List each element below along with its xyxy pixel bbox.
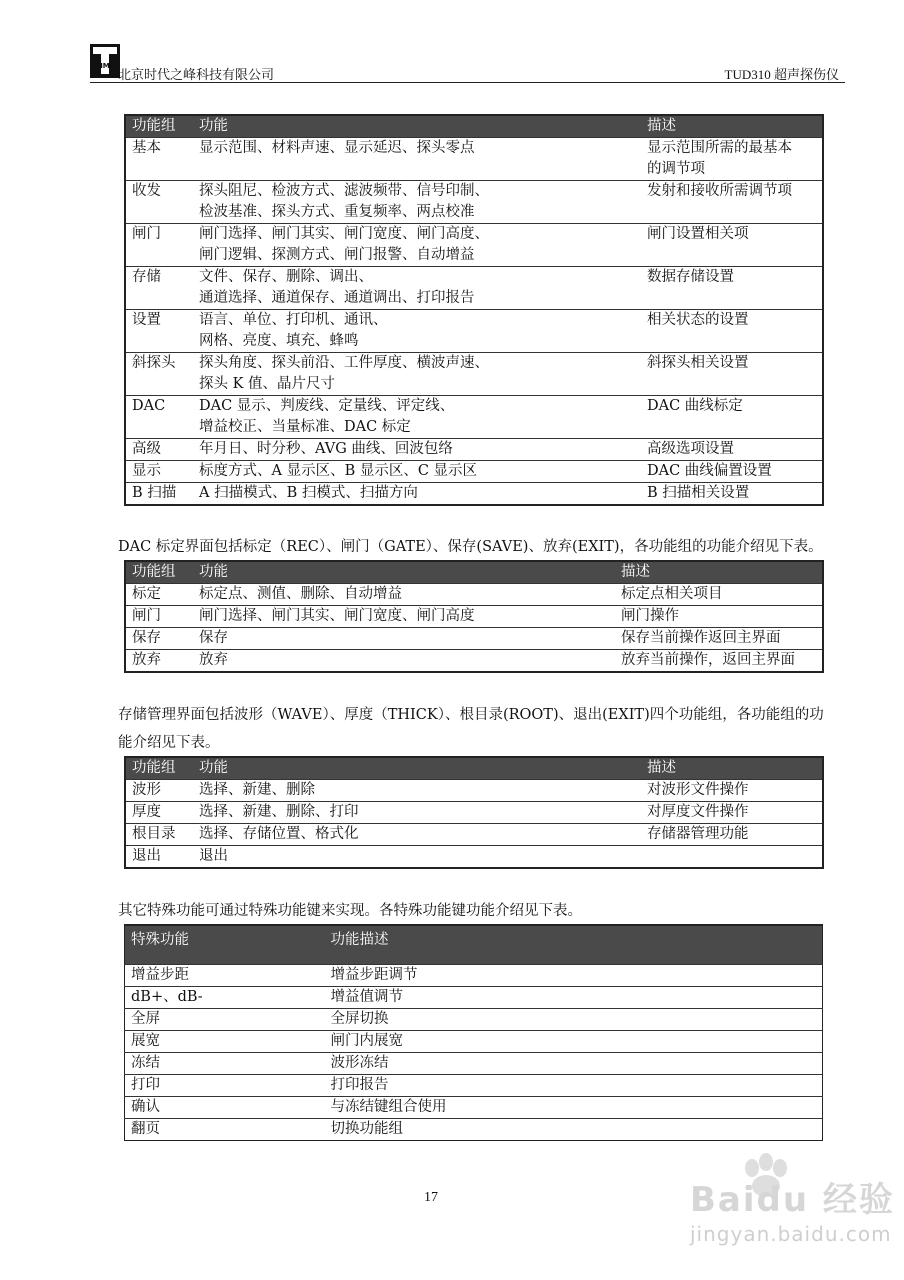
function-line: 标度方式、A 显示区、B 显示区、C 显示区	[199, 463, 478, 479]
table-row	[125, 461, 823, 483]
function-line: 检波基准、探头方式、重复频率、两点校准	[199, 204, 475, 220]
table-header-row	[125, 115, 823, 138]
function-line: DAC 显示、判废线、定量线、评定线、	[199, 398, 455, 414]
header-cell: 功能组	[125, 115, 193, 138]
function-line: 语言、单位、打印机、通讯、	[199, 312, 388, 328]
storage-function-table	[124, 756, 824, 869]
description-cell	[641, 396, 823, 439]
key-cell: 冻结	[125, 1053, 325, 1075]
description-cell: 标定点相关项目	[615, 584, 823, 606]
special-keys-intro-paragraph: 其它特殊功能可通过特殊功能键来实现。各特殊功能键功能介绍见下表。	[118, 903, 582, 919]
table-row	[125, 483, 823, 506]
description-cell: 切换功能组	[325, 1119, 823, 1141]
table-row	[125, 846, 823, 869]
description-line: 相关状态的设置	[647, 312, 749, 328]
function-cell	[193, 181, 641, 224]
description-cell: 全屏切换	[325, 1009, 823, 1031]
function-cell	[193, 439, 641, 461]
watermark-url: jingyan.baidu.com	[690, 1222, 892, 1246]
table-header-row	[125, 757, 823, 780]
description-cell: 闸门内展宽	[325, 1031, 823, 1053]
group-cell: 闸门	[125, 606, 193, 628]
key-cell: dB+、dB-	[125, 987, 325, 1009]
description-cell	[641, 138, 823, 181]
table-row	[125, 310, 823, 353]
table-row	[125, 138, 823, 181]
paragraph-line: 存储管理界面包括波形（WAVE）、厚度（THICK）、根目录(ROOT)、退出(EXIT)四个功能组，各功能组的功	[118, 707, 824, 723]
description-cell	[641, 224, 823, 267]
table-row	[125, 965, 823, 987]
group-cell: 波形	[125, 780, 193, 802]
function-line: 探头阻尼、检波方式、滤波频带、信号印制、	[199, 183, 489, 199]
table-row	[125, 824, 823, 846]
description-cell: 存储器管理功能	[641, 824, 823, 846]
table-row	[125, 224, 823, 267]
description-cell: 打印报告	[325, 1075, 823, 1097]
key-cell: 打印	[125, 1075, 325, 1097]
function-line: 增益校正、当量标准、DAC 标定	[199, 419, 411, 435]
table-row	[125, 1097, 823, 1119]
table-row	[125, 396, 823, 439]
table-header-row	[125, 561, 823, 584]
key-cell: 增益步距	[125, 965, 325, 987]
description-line: DAC 曲线偏置设置	[647, 463, 772, 479]
description-cell: 波形冻结	[325, 1053, 823, 1075]
header-cell: 描述	[641, 115, 823, 138]
function-cell: 保存	[193, 628, 615, 650]
key-cell: 确认	[125, 1097, 325, 1119]
group-cell: 退出	[125, 846, 193, 869]
function-line: 探头角度、探头前沿、工件厚度、横波声速、	[199, 355, 489, 371]
dac-function-table	[124, 560, 824, 673]
dac-intro-paragraph: DAC 标定界面包括标定（REC）、闸门（GATE）、保存(SAVE)、放弃(EXIT)，各功能组的功能介绍见下表。	[118, 539, 823, 555]
function-line: 通道选择、通道保存、通道调出、打印报告	[199, 290, 475, 306]
table-row	[125, 353, 823, 396]
description-cell: 增益值调节	[325, 987, 823, 1009]
description-line: B 扫描相关设置	[647, 485, 750, 501]
table-row	[125, 1119, 823, 1141]
description-line: 的调节项	[647, 161, 705, 177]
description-cell: 放弃当前操作，返回主界面	[615, 650, 823, 673]
function-line: 显示范围、材料声速、显示延迟、探头零点	[199, 140, 475, 156]
function-cell	[193, 396, 641, 439]
group-cell: 厚度	[125, 802, 193, 824]
description-cell: 对波形文件操作	[641, 780, 823, 802]
description-line: 显示范围所需的最基本	[647, 140, 792, 156]
table-row	[125, 650, 823, 673]
table-row	[125, 439, 823, 461]
function-cell	[193, 461, 641, 483]
table-row	[125, 987, 823, 1009]
table-row	[125, 802, 823, 824]
table-row	[125, 1009, 823, 1031]
product-name: TUD310 超声探伤仪	[724, 67, 839, 82]
group-cell: 标定	[125, 584, 193, 606]
function-cell	[193, 224, 641, 267]
function-cell	[193, 267, 641, 310]
table-row	[125, 1053, 823, 1075]
table-row	[125, 1031, 823, 1053]
function-cell: 选择、新建、删除	[193, 780, 641, 802]
function-cell: 放弃	[193, 650, 615, 673]
special-keys-table	[124, 924, 823, 1141]
table-row	[125, 780, 823, 802]
function-line: 闸门选择、闸门其实、闸门宽度、闸门高度、	[199, 226, 489, 242]
function-cell: 闸门选择、闸门其实、闸门宽度、闸门高度	[193, 606, 615, 628]
group-cell: 收发	[125, 181, 193, 224]
function-cell	[193, 138, 641, 181]
group-cell: 放弃	[125, 650, 193, 673]
table-row	[125, 1075, 823, 1097]
header-cell: 功能	[193, 115, 641, 138]
description-cell	[641, 846, 823, 869]
description-cell	[641, 461, 823, 483]
paragraph-line: 能介绍见下表。	[118, 735, 220, 751]
page-number: 17	[424, 1190, 438, 1205]
description-line: 数据存储设置	[647, 269, 734, 285]
header-cell: 描述	[615, 561, 823, 584]
group-cell: 保存	[125, 628, 193, 650]
function-line: 探头 K 值、晶片尺寸	[199, 376, 336, 392]
function-group-table	[124, 114, 824, 506]
group-cell: 显示	[125, 461, 193, 483]
group-cell: 设置	[125, 310, 193, 353]
header-cell: 功能组	[125, 757, 193, 780]
group-cell: 存储	[125, 267, 193, 310]
table-row	[125, 606, 823, 628]
function-line: A 扫描模式、B 扫模式、扫描方向	[199, 485, 418, 501]
function-cell: 选择、存储位置、格式化	[193, 824, 641, 846]
key-cell: 展宽	[125, 1031, 325, 1053]
function-line: 闸门逻辑、探测方式、闸门报警、自动增益	[199, 247, 475, 263]
description-cell	[641, 439, 823, 461]
description-cell: 对厚度文件操作	[641, 802, 823, 824]
group-cell: 根目录	[125, 824, 193, 846]
description-cell: 保存当前操作返回主界面	[615, 628, 823, 650]
function-cell	[193, 310, 641, 353]
header-rule	[90, 82, 845, 83]
description-line: DAC 曲线标定	[647, 398, 743, 414]
key-cell: 全屏	[125, 1009, 325, 1031]
table-row	[125, 584, 823, 606]
key-cell: 翻页	[125, 1119, 325, 1141]
table-row	[125, 267, 823, 310]
description-cell	[641, 353, 823, 396]
table-row	[125, 181, 823, 224]
description-line: 闸门设置相关项	[647, 226, 749, 242]
group-cell: 闸门	[125, 224, 193, 267]
function-line: 年月日、时分秒、AVG 曲线、回波包络	[199, 441, 453, 457]
table-row	[125, 628, 823, 650]
description-line: 高级选项设置	[647, 441, 734, 457]
header-cell: 功能描述	[325, 925, 823, 965]
function-cell: 选择、新建、删除、打印	[193, 802, 641, 824]
watermark-brand: Baidu 经验	[690, 1180, 895, 1220]
description-line: 发射和接收所需调节项	[647, 183, 792, 199]
company-logo	[90, 44, 120, 78]
logo-text: TIME	[95, 62, 115, 70]
function-cell: 标定点、测值、删除、自动增益	[193, 584, 615, 606]
group-cell: 高级	[125, 439, 193, 461]
group-cell: DAC	[125, 396, 193, 439]
description-cell	[641, 181, 823, 224]
description-cell	[641, 310, 823, 353]
description-line: 斜探头相关设置	[647, 355, 749, 371]
description-cell	[641, 267, 823, 310]
description-cell	[641, 483, 823, 506]
description-cell: 闸门操作	[615, 606, 823, 628]
table-header-row	[125, 925, 823, 965]
function-line: 文件、保存、删除、调出、	[199, 269, 373, 285]
description-cell: 增益步距调节	[325, 965, 823, 987]
header-cell: 描述	[641, 757, 823, 780]
header-cell: 功能组	[125, 561, 193, 584]
group-cell: B 扫描	[125, 483, 193, 506]
function-cell	[193, 353, 641, 396]
page-header	[90, 40, 845, 84]
group-cell: 基本	[125, 138, 193, 181]
function-cell	[193, 483, 641, 506]
function-line: 网格、亮度、填充、蜂鸣	[199, 333, 359, 349]
storage-intro-paragraph	[118, 701, 824, 757]
description-cell: 与冻结键组合使用	[325, 1097, 823, 1119]
header-cell: 功能	[193, 757, 641, 780]
group-cell: 斜探头	[125, 353, 193, 396]
header-cell: 特殊功能	[125, 925, 325, 965]
function-cell: 退出	[193, 846, 641, 869]
company-name: 北京时代之峰科技有限公司	[118, 68, 275, 83]
header-cell: 功能	[193, 561, 615, 584]
